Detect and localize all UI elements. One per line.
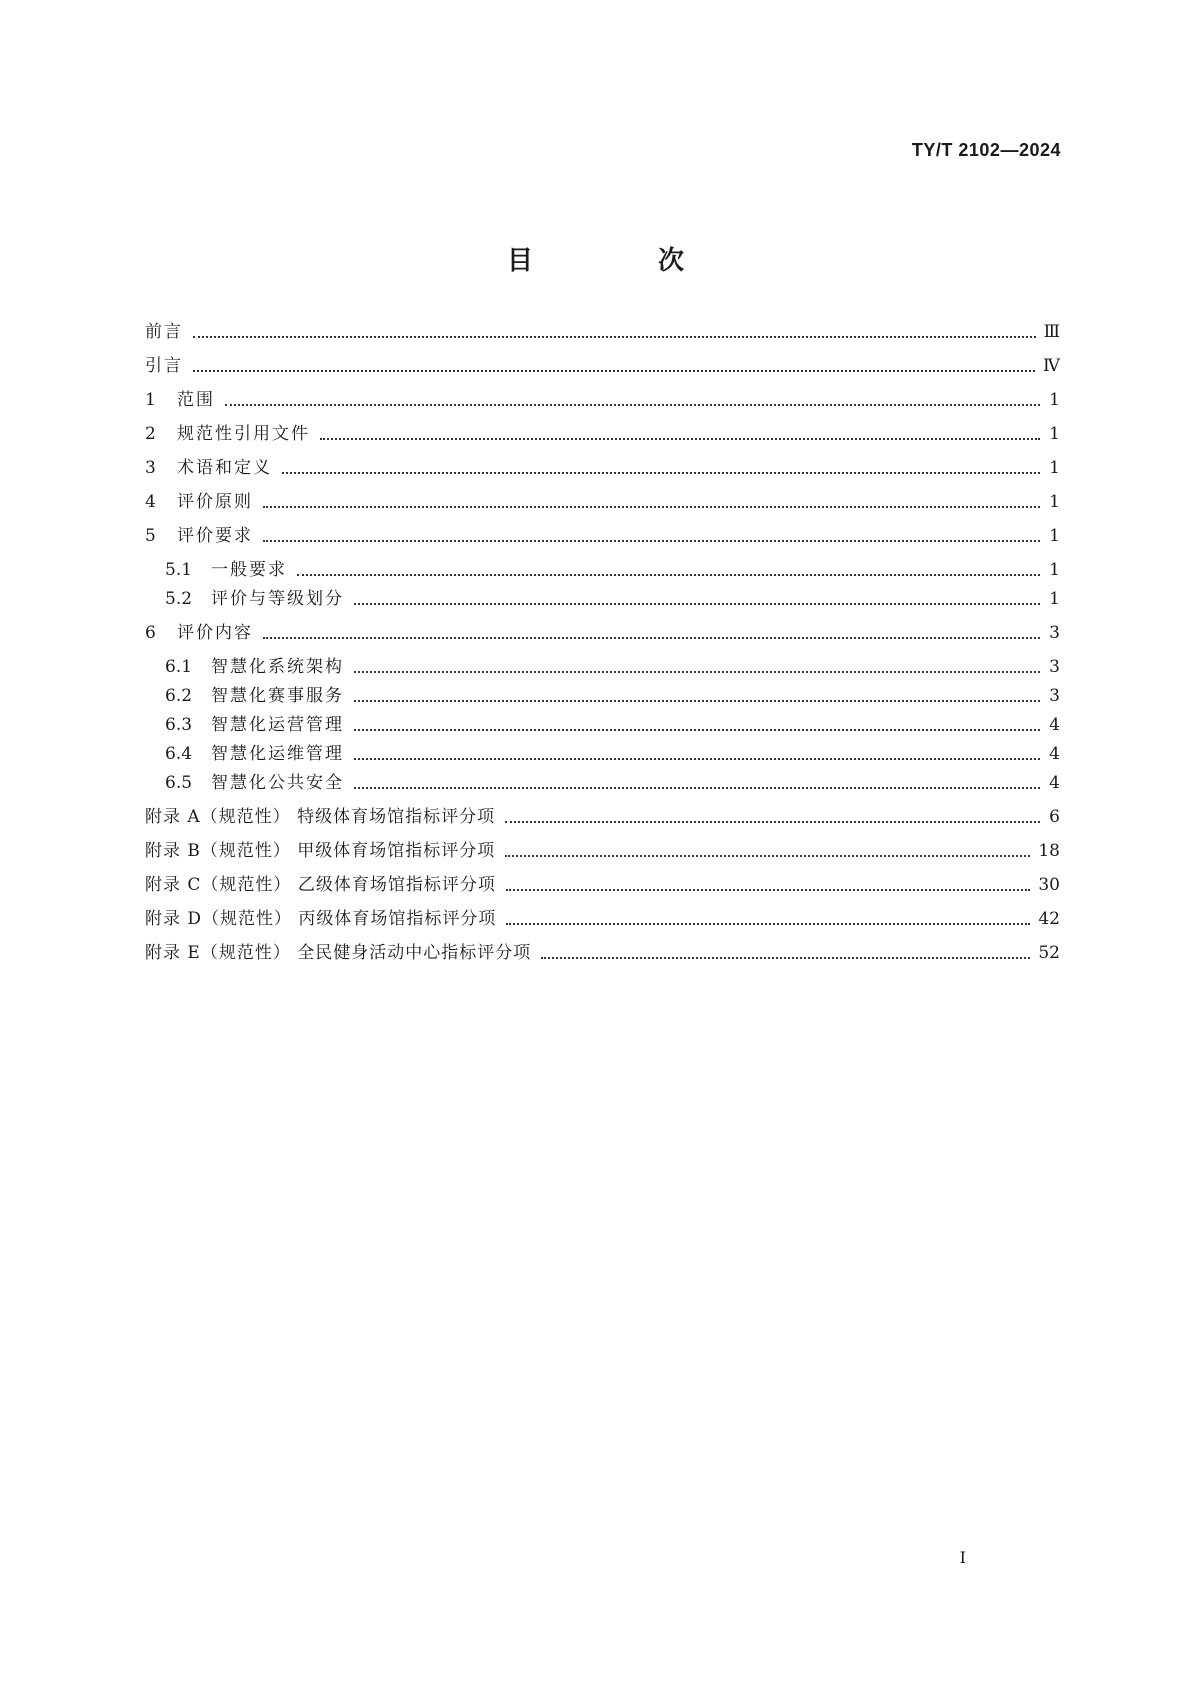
toc-entry-5-1[interactable]: [145, 558, 1060, 582]
toc-entry-number: 6: [145, 623, 156, 643]
toc-entry-foreword[interactable]: [145, 320, 1060, 344]
toc-title: 目 次: [506, 246, 743, 276]
dot-leader: [354, 603, 1040, 605]
toc-entry-5[interactable]: [145, 524, 1060, 548]
dot-leader: [193, 370, 1035, 372]
toc-entry-page: 1: [1049, 492, 1060, 512]
toc-entry-label: 范围: [177, 390, 215, 410]
toc-entry-number: 4: [145, 492, 156, 512]
dot-leader: [263, 540, 1040, 542]
toc-entry-introduction[interactable]: [145, 354, 1060, 378]
toc-entry-number: 5.1: [165, 560, 193, 580]
toc-entry-number: 5: [145, 526, 156, 546]
dot-leader: [320, 438, 1040, 440]
toc-entry-label: 智慧化系统架构: [211, 657, 344, 677]
toc-entry-6[interactable]: [145, 621, 1060, 645]
toc-entry-appendix-b[interactable]: [145, 839, 1060, 863]
dot-leader: [297, 574, 1040, 576]
toc-entry-5-2[interactable]: [145, 587, 1060, 611]
toc-entry-label: 评价内容: [177, 623, 253, 643]
toc-entry-label: 评价与等级划分: [211, 589, 344, 609]
toc-entry-page: 3: [1049, 623, 1060, 643]
document-code: TY/T 2102—2024: [911, 140, 1061, 160]
dot-leader: [506, 923, 1030, 925]
dot-leader: [354, 700, 1040, 702]
toc-entry-number: 6.5: [165, 773, 193, 793]
dot-leader: [263, 637, 1040, 639]
toc-entry-label: 评价原则: [177, 492, 253, 512]
toc-entry-appendix-a[interactable]: [145, 805, 1060, 829]
toc-entry-label: 前言: [145, 322, 183, 342]
toc-entry-label: 智慧化运维管理: [211, 744, 344, 764]
dot-leader: [225, 404, 1040, 406]
toc-entry-page: Ⅳ: [1043, 356, 1060, 376]
dot-leader: [505, 821, 1040, 823]
toc-entry-number: 5.2: [165, 589, 193, 609]
toc-entry-number: 2: [145, 424, 156, 444]
toc-entry-label: 附录 C（规范性） 乙级体育场馆指标评分项: [145, 875, 496, 895]
toc-entry-page: 4: [1049, 744, 1060, 764]
toc-entry-number: 1: [145, 390, 156, 410]
toc-entry-label: 附录 D（规范性） 丙级体育场馆指标评分项: [145, 909, 497, 929]
toc-entry-page: 1: [1049, 390, 1060, 410]
dot-leader: [354, 787, 1040, 789]
toc-entry-number: 6.1: [165, 657, 193, 677]
toc-entry-6-2[interactable]: [145, 684, 1060, 708]
dot-leader: [506, 889, 1031, 891]
toc-entry-6-5[interactable]: [145, 771, 1060, 795]
toc-entry-page: 6: [1049, 807, 1060, 827]
toc-entry-label: 智慧化赛事服务: [211, 686, 344, 706]
toc-entry-page: 3: [1049, 686, 1060, 706]
toc-entry-label: 智慧化公共安全: [211, 773, 344, 793]
toc-entry-page: 18: [1038, 841, 1060, 861]
toc-entry-label: 引言: [145, 356, 183, 376]
toc-entry-label: 术语和定义: [177, 458, 272, 478]
toc-entry-page: 1: [1049, 526, 1060, 546]
toc-entry-4[interactable]: [145, 490, 1060, 514]
toc-entry-6-4[interactable]: [145, 742, 1060, 766]
toc-entry-6-1[interactable]: [145, 655, 1060, 679]
toc-entry-label: 评价要求: [177, 526, 253, 546]
toc-entry-page: Ⅲ: [1043, 322, 1060, 342]
toc-entry-number: 6.3: [165, 715, 193, 735]
dot-leader: [193, 336, 1036, 338]
toc-entry-page: 1: [1049, 458, 1060, 478]
toc-entry-page: 3: [1049, 657, 1060, 677]
toc-entry-number: 6.2: [165, 686, 193, 706]
dot-leader: [354, 758, 1040, 760]
toc-entry-page: 1: [1049, 560, 1060, 580]
toc-entry-2[interactable]: [145, 422, 1060, 446]
toc-entry-label: 附录 B（规范性） 甲级体育场馆指标评分项: [145, 841, 496, 861]
toc-entry-6-3[interactable]: [145, 713, 1060, 737]
toc-entry-appendix-d[interactable]: [145, 907, 1060, 931]
page-folio: Ⅰ: [959, 1548, 966, 1567]
toc-entry-3[interactable]: [145, 456, 1060, 480]
toc-entry-appendix-c[interactable]: [145, 873, 1060, 897]
toc-entry-number: 6.4: [165, 744, 193, 764]
toc-entry-label: 规范性引用文件: [177, 424, 310, 444]
toc-entry-page: 1: [1049, 424, 1060, 444]
toc-entry-label: 附录 A（规范性） 特级体育场馆指标评分项: [145, 807, 496, 827]
toc-entry-page: 4: [1049, 715, 1060, 735]
toc-entry-1[interactable]: [145, 388, 1060, 412]
toc-entry-appendix-e[interactable]: [145, 941, 1060, 965]
dot-leader: [282, 472, 1040, 474]
dot-leader: [354, 729, 1040, 731]
toc-entry-label: 智慧化运营管理: [211, 715, 344, 735]
dot-leader: [541, 957, 1030, 959]
toc-entry-label: 附录 E（规范性） 全民健身活动中心指标评分项: [145, 943, 532, 963]
toc-entry-page: 4: [1049, 773, 1060, 793]
toc-entry-number: 3: [145, 458, 156, 478]
dot-leader: [263, 506, 1040, 508]
toc-entry-page: 30: [1038, 875, 1060, 895]
toc-entry-page: 42: [1038, 909, 1060, 929]
dot-leader: [505, 855, 1030, 857]
toc-entry-label: 一般要求: [211, 560, 287, 580]
toc-entry-page: 52: [1038, 943, 1060, 963]
dot-leader: [354, 671, 1040, 673]
toc-entry-page: 1: [1049, 589, 1060, 609]
